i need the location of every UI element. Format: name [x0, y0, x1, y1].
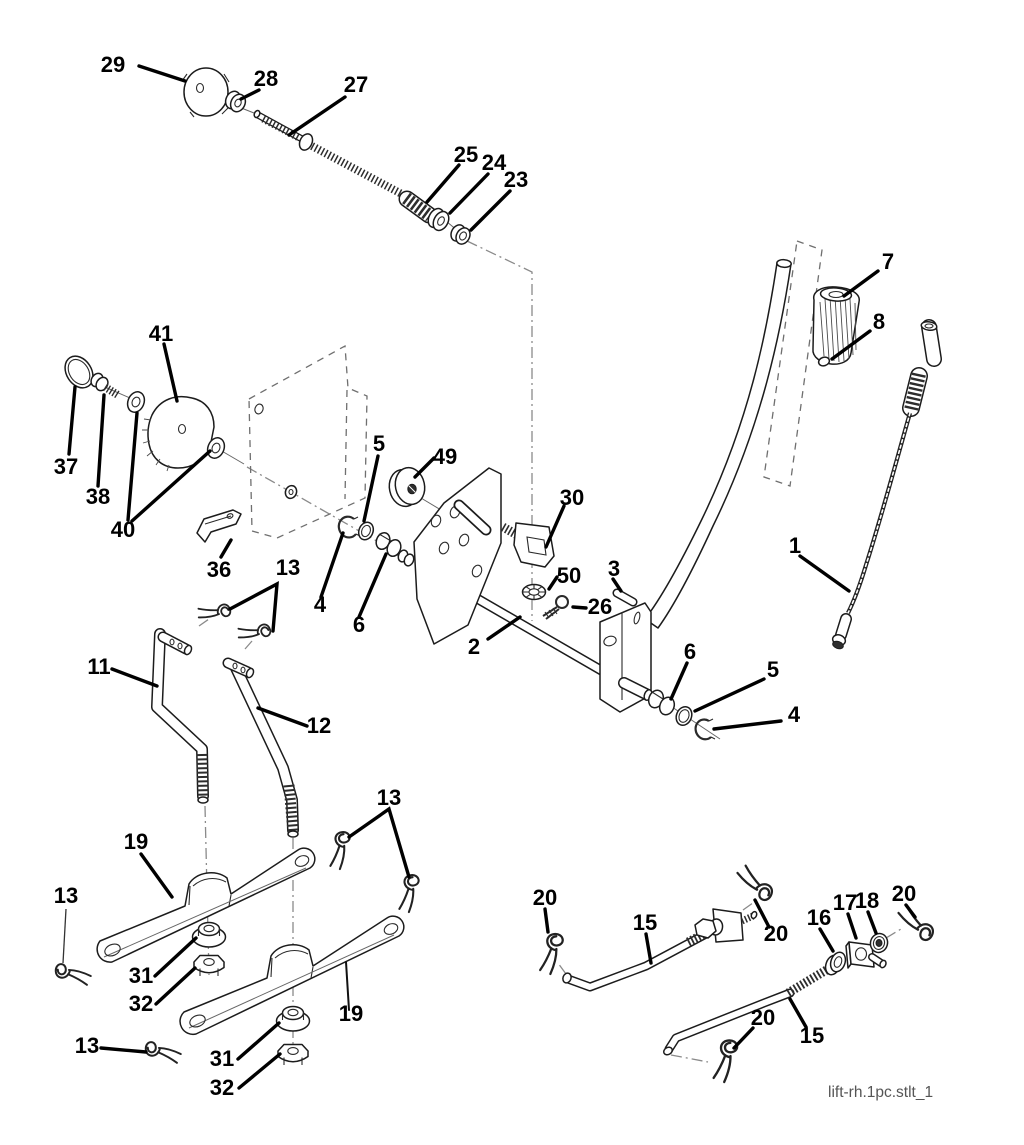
leader-13-arm-upper: [63, 909, 66, 963]
leader-13-plate: [230, 584, 277, 631]
leader-7: [844, 271, 878, 296]
washer-5-right: [673, 704, 694, 727]
callout-31-lower: 31: [209, 1046, 235, 1071]
callout-13-arm-lower: 13: [74, 1033, 100, 1058]
plate-stud: [284, 484, 299, 500]
callout-31-upper: 31: [128, 963, 154, 988]
leader-23: [471, 191, 510, 230]
hairpin-clip-13-arm-lower: [144, 1041, 182, 1063]
leader-37: [69, 387, 75, 454]
leader-17: [848, 914, 856, 938]
callout-28: 28: [253, 66, 279, 91]
lift-shaft-plate: [414, 468, 501, 644]
callout-20-upper-right: 20: [763, 921, 789, 946]
cam-knob-41: [142, 397, 214, 471]
callout-19-lower: 19: [338, 1001, 364, 1026]
callout-6-right: 6: [683, 639, 697, 664]
washer-40-front: [125, 389, 148, 414]
leader-29: [139, 66, 185, 81]
callout-49: 49: [432, 444, 458, 469]
lift-handle-alt-position: [764, 241, 822, 486]
callout-32-lower: 32: [209, 1075, 235, 1100]
leader-5-left: [364, 456, 378, 521]
leader-13-arm-lower: [101, 1048, 146, 1052]
lift-shaft-2: [414, 468, 630, 687]
leader-41: [164, 344, 177, 401]
callout-24: 24: [481, 150, 507, 175]
callout-30: 30: [559, 485, 585, 510]
callout-18: 18: [854, 888, 880, 913]
flanged-washer-31-upper: [193, 923, 226, 948]
hairpin-clip-13-links-a: [330, 831, 350, 869]
leader-18: [868, 912, 876, 933]
callout-50: 50: [556, 563, 582, 588]
washer-5-left: [356, 520, 376, 542]
leader-16: [820, 929, 833, 951]
adjustment-rod-27: [253, 110, 426, 207]
cam-knob-assembly: [59, 351, 227, 471]
leader-25: [427, 165, 459, 202]
handle-grip-7: [813, 287, 859, 364]
adjustment-rod-assembly: [182, 68, 473, 247]
lift-cable-1: [831, 321, 937, 650]
leader-36: [221, 540, 231, 557]
frame-plate-dashed: [249, 346, 367, 538]
callout-20-left: 20: [532, 885, 558, 910]
leader-13-links: [349, 809, 409, 877]
leader-20-far-right: [906, 905, 915, 917]
leader-11: [112, 669, 157, 686]
leader-28: [241, 90, 259, 99]
leader-26: [573, 607, 586, 608]
leader-24: [450, 174, 488, 213]
leader-31-upper: [155, 938, 196, 976]
leader-31-lower: [238, 1023, 279, 1059]
callout-4-left: 4: [313, 592, 327, 617]
pointer-bracket-36: [197, 510, 241, 542]
hex-nut-32-upper: [194, 956, 224, 977]
lift-rod-upper-15: [562, 909, 758, 987]
callout-27: 27: [343, 72, 369, 97]
callout-5-right: 5: [766, 657, 780, 682]
leader-20-bottom: [734, 1028, 753, 1048]
callout-13-plate: 13: [275, 555, 301, 580]
leader-38: [98, 395, 104, 486]
callout-15-lower: 15: [799, 1023, 825, 1048]
leader-32-upper: [156, 968, 195, 1004]
callout-6-left: 6: [352, 612, 366, 637]
leader-19-upper: [141, 854, 172, 897]
leader-5-right: [695, 679, 764, 711]
leader-4-right: [714, 721, 781, 729]
leader-49: [415, 458, 434, 477]
callout-4-right: 4: [787, 702, 801, 727]
callout-19-upper: 19: [123, 829, 149, 854]
diagram-code: lift-rh.1pc.stlt_1: [828, 1084, 934, 1101]
hairpin-clip-13-a: [197, 601, 232, 623]
hairpin-clip-13-links-b: [399, 874, 419, 912]
callout-5-left: 5: [372, 431, 386, 456]
leader-6-right: [671, 663, 687, 699]
leader-2: [488, 617, 520, 639]
callout-36: 36: [206, 557, 232, 582]
callout-3: 3: [607, 556, 621, 581]
callout-12: 12: [306, 713, 332, 738]
roll-pin-3: [617, 593, 633, 602]
trunnion-assembly-upper: [695, 909, 758, 942]
callout-20-bottom: 20: [750, 1005, 776, 1030]
leader-32-lower: [239, 1054, 280, 1088]
callout-8: 8: [872, 309, 886, 334]
leader-15-upper: [646, 934, 651, 963]
callout-1: 1: [788, 533, 802, 558]
callout-41: 41: [148, 321, 174, 346]
leader-6-left: [359, 554, 386, 617]
callout-2: 2: [467, 634, 481, 659]
suspension-link-11: [157, 634, 208, 803]
bow-clip-20-far-right: [894, 904, 938, 942]
callout-15-upper: 15: [632, 910, 658, 935]
retainer-clip-26: [543, 596, 568, 619]
callout-7: 7: [881, 249, 895, 274]
leader-27: [289, 97, 345, 135]
callout-38: 38: [85, 484, 111, 509]
callout-25: 25: [453, 142, 479, 167]
flanged-washer-31-lower: [277, 1007, 310, 1032]
bow-clip-20-left: [540, 933, 564, 976]
bushing-6-left: [374, 531, 416, 568]
leader-4-left: [321, 533, 343, 597]
callout-37: 37: [53, 454, 79, 479]
hairpin-clip-13-arm-upper: [54, 963, 92, 985]
adjuster-knob-29: [182, 68, 229, 117]
suspension-link-12: [228, 663, 298, 837]
lift-handle: [645, 259, 791, 628]
callout-29: 29: [100, 52, 126, 77]
callout-13-links: 13: [376, 785, 402, 810]
callout-40: 40: [110, 517, 136, 542]
callout-16: 16: [806, 905, 832, 930]
callout-32-upper: 32: [128, 991, 154, 1016]
callout-17: 17: [832, 890, 858, 915]
star-washer-50: [523, 585, 546, 600]
callout-11: 11: [87, 654, 111, 679]
callout-13-arm-upper: 13: [53, 883, 79, 908]
keeper-ring-37: [59, 351, 98, 393]
hairpin-clip-13-b: [237, 621, 272, 643]
callout-23: 23: [503, 167, 529, 192]
callout-20-far-right: 20: [891, 881, 917, 906]
bow-clip-20-upper-right: [733, 864, 777, 902]
leader-20-left: [545, 909, 548, 932]
leader-1: [800, 556, 849, 591]
hex-nut-32-lower: [278, 1045, 308, 1066]
callout-26: 26: [587, 594, 613, 619]
washer-16: [823, 950, 848, 977]
